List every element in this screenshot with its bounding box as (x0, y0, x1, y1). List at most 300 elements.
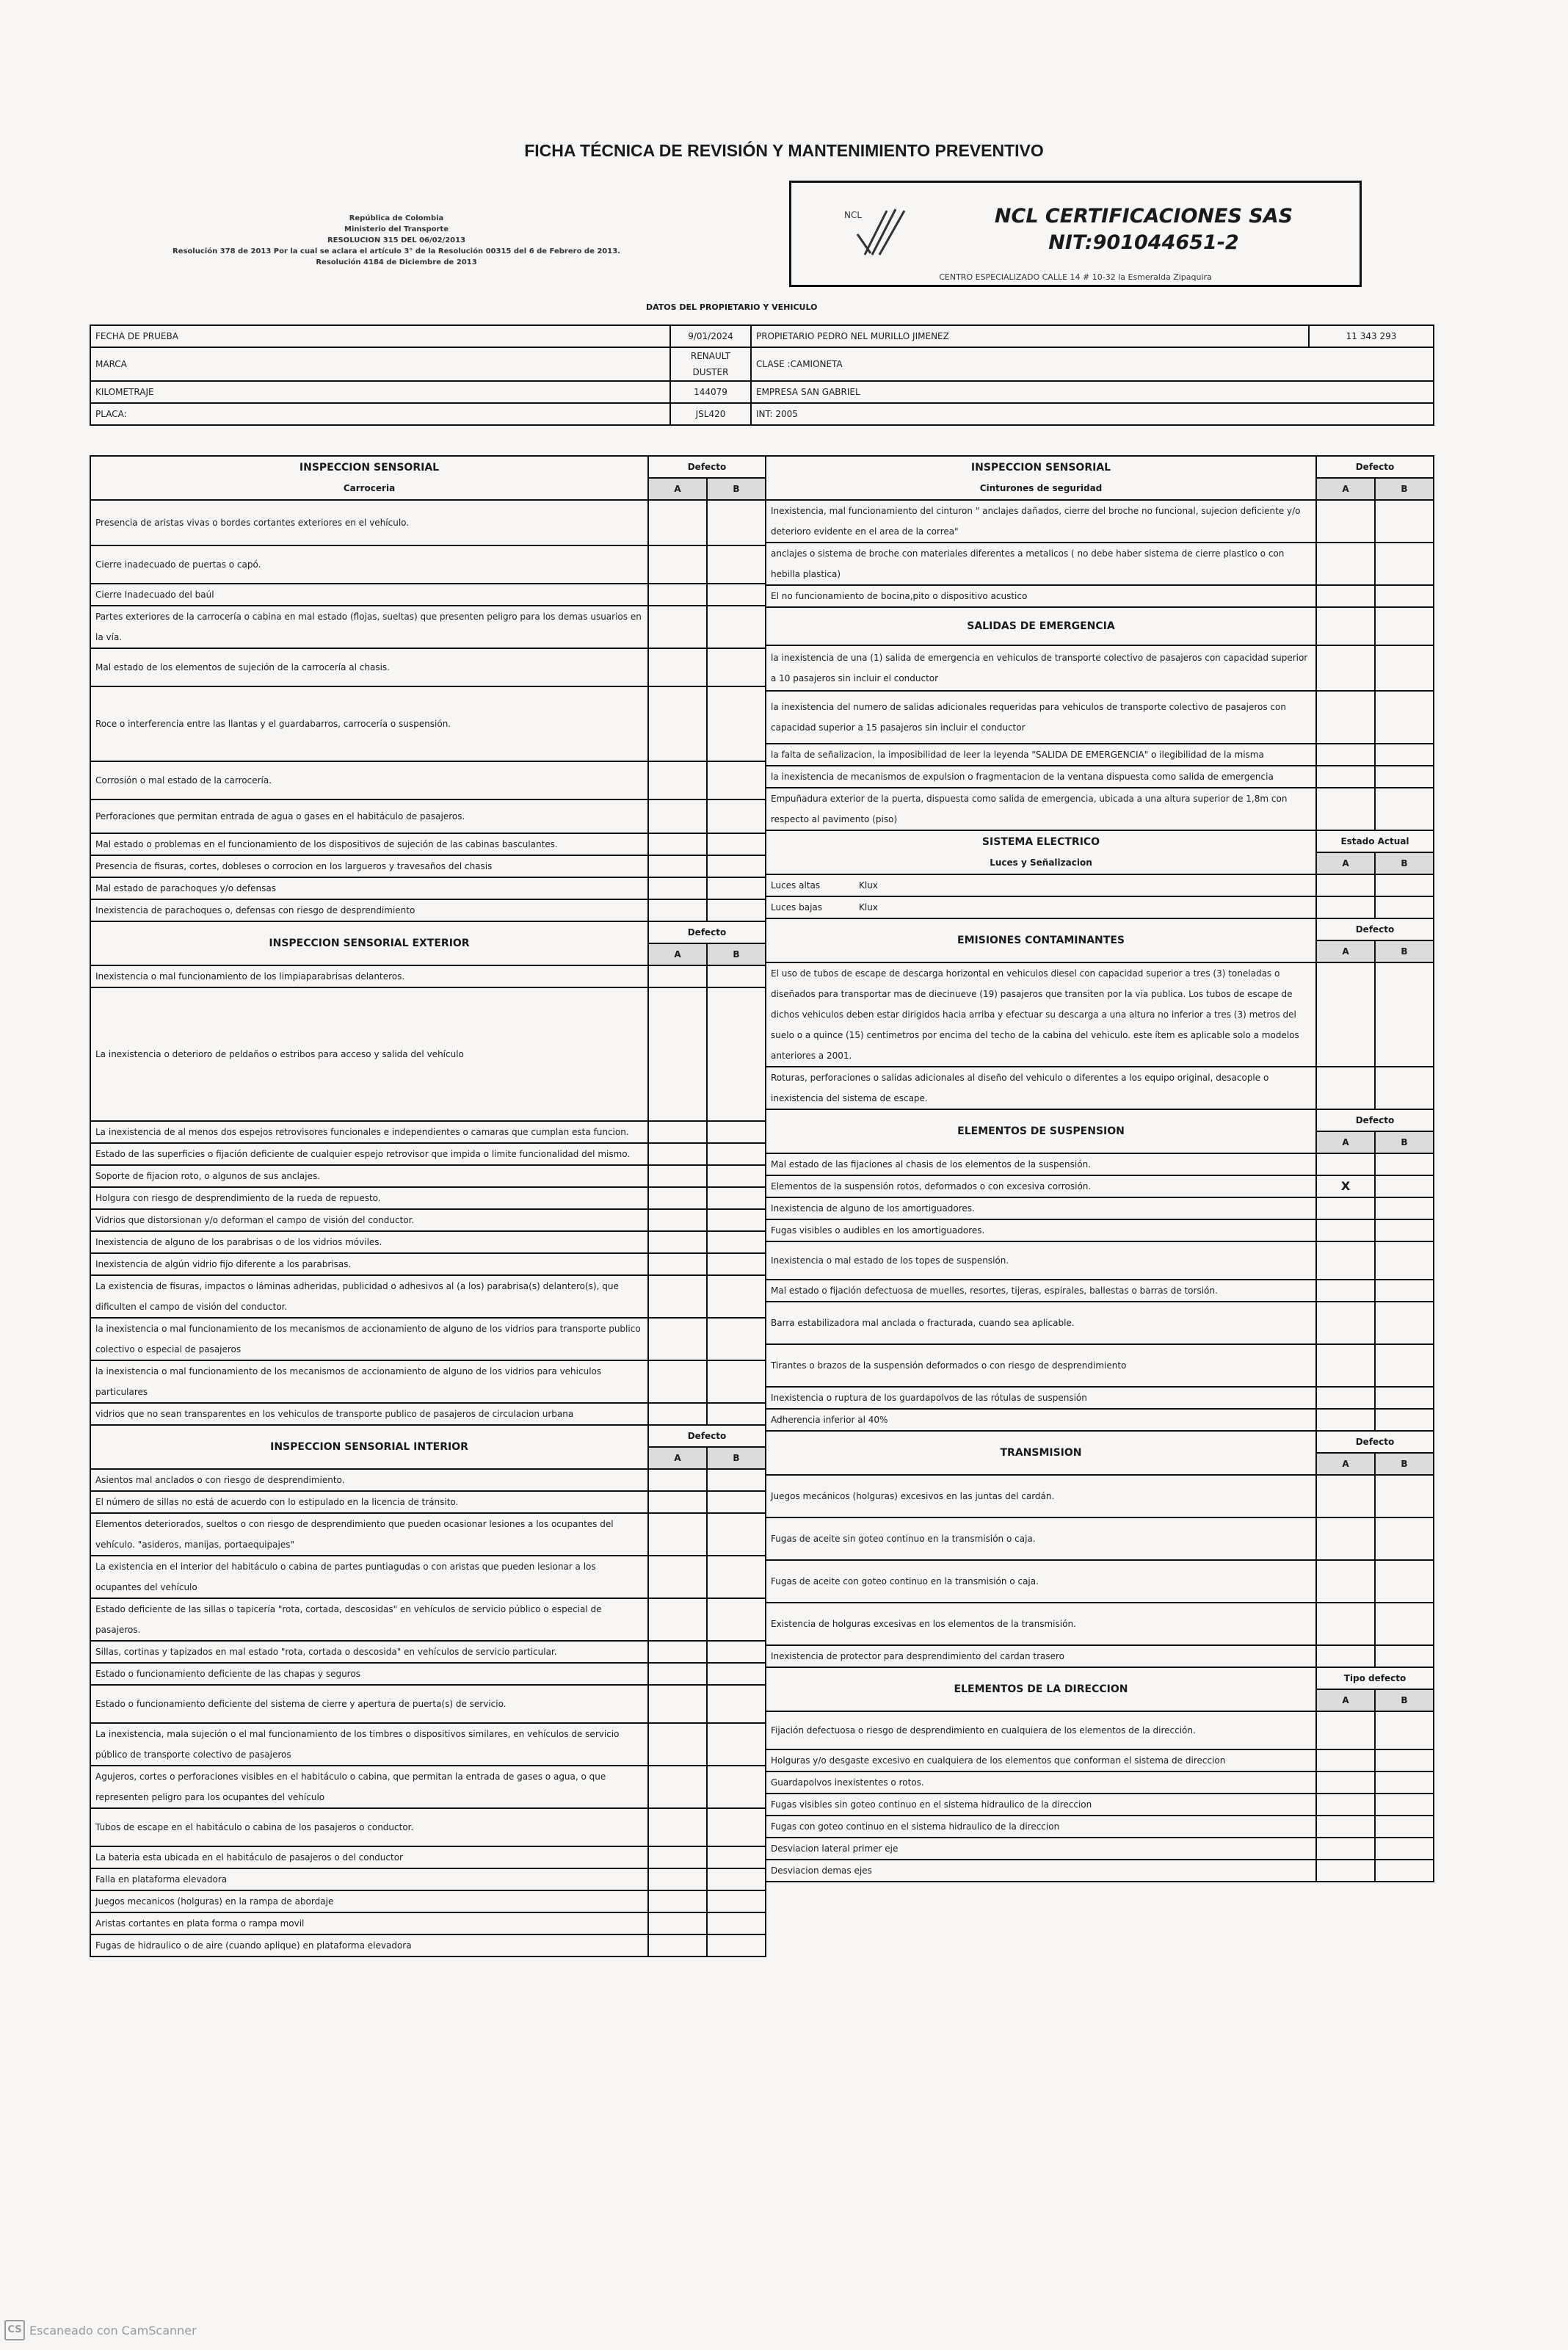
defect-b-cell[interactable] (707, 584, 766, 606)
item-text: Inexistencia o mal estado de los topes de suspensión. (766, 1241, 1316, 1280)
section-title (766, 1109, 1316, 1153)
defect-a-cell[interactable] (648, 1318, 707, 1360)
checklist-item (766, 1711, 1434, 1749)
defect-b-cell[interactable] (1375, 1153, 1434, 1175)
defect-a-cell[interactable] (648, 1868, 707, 1890)
defect-b-cell[interactable] (1375, 1838, 1434, 1860)
item-text: Desviacion demas ejes (766, 1860, 1316, 1882)
defect-a-cell[interactable] (1316, 645, 1375, 691)
defect-b-cell[interactable] (1375, 962, 1434, 1067)
defect-header: Defecto (648, 456, 766, 478)
defect-a-cell[interactable] (1316, 543, 1375, 585)
defect-a-cell[interactable] (648, 1685, 707, 1723)
checklist-item (90, 606, 766, 648)
defect-header: Defecto (648, 1425, 766, 1447)
defect-b-cell[interactable] (1375, 1197, 1434, 1219)
defect-b-cell[interactable] (707, 1556, 766, 1598)
section-title: SALIDAS DE EMERGENCIA (766, 607, 1316, 645)
blank-cell (1375, 607, 1434, 645)
defect-b-cell[interactable] (707, 877, 766, 899)
section-header (766, 918, 1434, 940)
item-text: la inexistencia del numero de salidas adicionales requeridas para vehiculos de transporte colectivo de pasajeros con capacidad superior a 15 pasajeros sin incluir el conductor (766, 691, 1316, 744)
defect-b-cell[interactable] (707, 855, 766, 877)
defect-b-cell[interactable] (707, 799, 766, 833)
defect-a-cell[interactable] (648, 965, 707, 987)
checklist-item (90, 1318, 766, 1360)
defect-a-cell[interactable] (1316, 1067, 1375, 1109)
item-text: Inexistencia de parachoques o, defensas con riesgo de desprendimiento (90, 899, 648, 921)
section-title-text: ELEMENTOS DE SUSPENSION (957, 1125, 1125, 1137)
column-b-header: B (1375, 1689, 1434, 1711)
section-title-text: INSPECCION SENSORIAL (970, 462, 1111, 474)
checklist-item (766, 1860, 1434, 1882)
defect-a-cell[interactable] (1316, 1475, 1375, 1517)
column-a-header: A (1316, 1453, 1375, 1475)
defect-b-cell[interactable] (1375, 585, 1434, 607)
defect-a-cell[interactable] (1316, 1387, 1375, 1409)
section-title (90, 456, 648, 500)
defect-b-cell[interactable] (707, 1513, 766, 1556)
item-text: Aristas cortantes en plata forma o rampa movil (90, 1912, 648, 1934)
checklist-item (766, 1241, 1434, 1280)
placa-value: JSL420 (670, 403, 751, 425)
defect-b-cell[interactable] (707, 1766, 766, 1808)
checklist-item (766, 1603, 1434, 1645)
item-text: Fugas visibles o audibles en los amortiguadores. (766, 1219, 1316, 1241)
fecha-label: FECHA DE PRUEBA (90, 325, 670, 347)
defect-b-cell[interactable] (707, 1641, 766, 1663)
defect-b-cell[interactable] (1375, 1603, 1434, 1645)
defect-a-cell[interactable] (1316, 962, 1375, 1067)
checklist-item (90, 545, 766, 584)
state-b-cell[interactable] (1375, 874, 1434, 896)
defect-a-cell[interactable] (648, 1360, 707, 1403)
item-text: La inexistencia, mala sujeción o el mal funcionamiento de los timbres o dispositivos similares, en vehículos de servicio público de transporte colectivo de pasajeros (90, 1723, 648, 1766)
checklist-item (766, 1794, 1434, 1816)
defect-b-cell[interactable] (1375, 1241, 1434, 1280)
defect-a-cell[interactable] (648, 1890, 707, 1912)
defect-a-cell[interactable] (1316, 1517, 1375, 1560)
checklist-item (90, 1641, 766, 1663)
defect-b-cell[interactable] (707, 1598, 766, 1641)
checklist-item (90, 1934, 766, 1956)
defect-a-cell[interactable] (1316, 1344, 1375, 1387)
column-b-header: B (707, 943, 766, 965)
defect-b-cell[interactable] (1375, 1771, 1434, 1794)
checklist-item (766, 1175, 1434, 1197)
gov-line-4: Resolución 378 de 2013 Por la cual se aclara el artículo 3° de la Resolución 00315 del 6 de Febrero de 2013. (173, 247, 620, 255)
defect-a-cell[interactable] (648, 1121, 707, 1143)
defect-header: Defecto (1316, 1431, 1434, 1453)
state-a-cell[interactable] (1316, 896, 1375, 918)
defect-b-cell[interactable] (1375, 1560, 1434, 1603)
defect-b-cell[interactable] (707, 1121, 766, 1143)
checklist-item (766, 1816, 1434, 1838)
checklist-item (766, 543, 1434, 585)
defect-b-cell[interactable] (707, 1912, 766, 1934)
defect-a-cell[interactable] (1316, 1280, 1375, 1302)
item-text: Sillas, cortinas y tapizados en mal estado "rota, cortada o descosida" en vehículos de servicio particular. (90, 1641, 648, 1663)
propietario: PROPIETARIO PEDRO NEL MURILLO JIMENEZ (751, 325, 1309, 347)
km-label: KILOMETRAJE (90, 381, 670, 403)
defect-a-cell[interactable] (648, 1491, 707, 1513)
right-checklist (765, 455, 1434, 1882)
checklist-item (90, 987, 766, 1121)
item-text: Soporte de fijacion roto, o algunos de sus anclajes. (90, 1165, 648, 1187)
checklist-item (90, 1360, 766, 1403)
checklist-item (766, 1409, 1434, 1431)
defect-a-cell[interactable] (648, 855, 707, 877)
defect-b-cell[interactable] (1375, 1175, 1434, 1197)
defect-b-cell[interactable] (707, 1663, 766, 1685)
defect-a-cell[interactable] (648, 1723, 707, 1766)
item-text: Tubos de escape en el habitáculo o cabina de los pasajeros o conductor. (90, 1808, 648, 1846)
defect-b-cell[interactable] (707, 1275, 766, 1318)
defect-a-cell[interactable] (1316, 1409, 1375, 1431)
defect-b-cell[interactable] (1375, 500, 1434, 543)
table-row (90, 403, 1434, 425)
company-nit: NIT:901044651-2 (1048, 231, 1239, 254)
item-text: Mal estado o problemas en el funcionamiento de los dispositivos de sujeción de las cabinas basculantes. (90, 833, 648, 855)
defect-a-cell[interactable] (1316, 744, 1375, 766)
defect-b-cell[interactable] (707, 1685, 766, 1723)
defect-b-cell[interactable] (707, 987, 766, 1121)
defect-a-cell[interactable] (1316, 1153, 1375, 1175)
right-column (765, 455, 1433, 1882)
section-title (766, 456, 1316, 500)
defect-b-cell[interactable] (707, 761, 766, 799)
camscanner-icon: CS (4, 2320, 25, 2340)
checklist-item (766, 1838, 1434, 1860)
section-header (90, 921, 766, 943)
company-name: NCL CERTIFICACIONES SAS (994, 205, 1293, 228)
checklist-item (90, 855, 766, 877)
checklist-item (766, 1749, 1434, 1771)
item-text: Fugas visibles sin goteo continuo en el sistema hidraulico de la direccion (766, 1794, 1316, 1816)
scanner-footer (4, 2320, 197, 2340)
column-a-header: A (1316, 940, 1375, 962)
defect-b-cell[interactable] (707, 1187, 766, 1209)
defect-b-cell[interactable] (707, 1846, 766, 1868)
defect-a-cell[interactable] (648, 1934, 707, 1956)
light-row (766, 896, 1434, 918)
defect-a-cell[interactable] (648, 1231, 707, 1253)
defect-b-cell[interactable] (707, 833, 766, 855)
defect-b-cell[interactable] (707, 1403, 766, 1425)
defect-b-cell[interactable] (1375, 1645, 1434, 1667)
defect-a-cell[interactable] (1316, 766, 1375, 788)
defect-b-cell[interactable] (707, 1143, 766, 1165)
defect-a-cell[interactable] (648, 606, 707, 648)
checklist-item (766, 500, 1434, 543)
marca-value: RENAULT DUSTER (670, 347, 751, 381)
section-header (90, 456, 766, 478)
defect-b-cell[interactable] (707, 1231, 766, 1253)
defect-a-cell[interactable] (1316, 585, 1375, 607)
defect-b-cell[interactable] (1375, 1749, 1434, 1771)
defect-b-cell[interactable] (1375, 1816, 1434, 1838)
defect-a-cell[interactable] (648, 1641, 707, 1663)
defect-b-cell[interactable] (707, 545, 766, 584)
item-text: vidrios que no sean transparentes en los vehiculos de transporte publico de pasajeros de circulacion urbana (90, 1403, 648, 1425)
defect-a-cell[interactable] (648, 1598, 707, 1641)
item-text: Vidrios que distorsionan y/o deforman el campo de visión del conductor. (90, 1209, 648, 1231)
checklist-item (90, 1846, 766, 1868)
column-b-header: B (707, 1447, 766, 1469)
section-title-text: EMISIONES CONTAMINANTES (957, 935, 1125, 946)
defect-a-cell[interactable] (648, 1209, 707, 1231)
defect-a-cell[interactable] (1316, 1603, 1375, 1645)
item-text: Empuñadura exterior de la puerta, dispuesta como salida de emergencia, ubicada a una altura superior de 1,8m con respecto al pavimento (piso) (766, 788, 1316, 830)
defect-b-cell[interactable] (707, 1723, 766, 1766)
item-text: anclajes o sistema de broche con materiales diferentes a metalicos ( no debe haber sistema de cierre plastico o con hebilla plastica) (766, 543, 1316, 585)
item-text: El no funcionamiento de bocina,pito o dispositivo acustico (766, 585, 1316, 607)
checklist-item (766, 585, 1434, 607)
interno: INT: 2005 (751, 403, 1434, 425)
defect-a-cell[interactable] (648, 899, 707, 921)
scanner-text: Escaneado con CamScanner (29, 2323, 197, 2338)
section-title (766, 918, 1316, 962)
item-text: La inexistencia o deterioro de peldaños o estribos para acceso y salida del vehículo (90, 987, 648, 1121)
defect-a-cell[interactable] (648, 1143, 707, 1165)
defect-a-cell[interactable] (1316, 788, 1375, 830)
section-title-text: TRANSMISION (1000, 1447, 1082, 1459)
defect-b-cell[interactable] (1375, 1409, 1434, 1431)
defect-a-cell[interactable] (1316, 1794, 1375, 1816)
column-b-header: B (1375, 1453, 1434, 1475)
item-text: Corrosión o mal estado de la carrocería. (90, 761, 648, 799)
defect-b-cell[interactable] (1375, 1067, 1434, 1109)
checklist-item (90, 1275, 766, 1318)
checklist-item (766, 1219, 1434, 1241)
defect-a-cell[interactable] (1316, 1816, 1375, 1838)
defect-a-cell[interactable] (1316, 1838, 1375, 1860)
defect-b-cell[interactable] (1375, 1387, 1434, 1409)
defect-b-cell[interactable] (1375, 1711, 1434, 1749)
defect-a-cell[interactable] (1316, 500, 1375, 543)
defect-b-cell[interactable] (707, 1808, 766, 1846)
section-title-text: ELEMENTOS DE LA DIRECCION (954, 1683, 1128, 1695)
column-a-header: A (648, 1447, 707, 1469)
defect-a-cell[interactable] (648, 761, 707, 799)
defect-a-cell[interactable] (1316, 1711, 1375, 1749)
light-row (766, 874, 1434, 896)
defect-b-cell[interactable] (707, 1165, 766, 1187)
checklist-item (766, 766, 1434, 788)
defect-a-cell[interactable] (1316, 1560, 1375, 1603)
marca-label: MARCA (90, 347, 670, 381)
defect-b-cell[interactable] (707, 1491, 766, 1513)
defect-a-cell[interactable] (648, 799, 707, 833)
checklist-item (90, 833, 766, 855)
checklist-item (766, 645, 1434, 691)
defect-b-cell[interactable] (707, 1934, 766, 1956)
defect-b-cell[interactable] (1375, 543, 1434, 585)
defect-a-cell[interactable] (648, 1253, 707, 1275)
section-title (766, 1667, 1316, 1711)
defect-a-cell[interactable] (1316, 1302, 1375, 1344)
checklist-item (766, 1344, 1434, 1387)
defect-a-cell[interactable] (1316, 1749, 1375, 1771)
defect-b-cell[interactable] (707, 965, 766, 987)
defect-a-cell[interactable] (648, 1912, 707, 1934)
defect-b-cell[interactable] (1375, 788, 1434, 830)
defect-header: Defecto (1316, 456, 1434, 478)
defect-a-cell[interactable] (1316, 1645, 1375, 1667)
item-text: Mal estado o fijación defectuosa de muelles, resortes, tijeras, espirales, ballestas o barras de torsión. (766, 1280, 1316, 1302)
government-header (139, 213, 653, 268)
defect-a-cell[interactable] (648, 1556, 707, 1598)
defect-b-cell[interactable] (1375, 645, 1434, 691)
defect-a-cell[interactable] (648, 1165, 707, 1187)
defect-header: Defecto (648, 921, 766, 943)
defect-b-cell[interactable] (1375, 1344, 1434, 1387)
defect-b-cell[interactable] (707, 1360, 766, 1403)
company-header-box (789, 181, 1362, 287)
checklist-item (90, 1663, 766, 1685)
column-a-header: A (1316, 1131, 1375, 1153)
defect-b-cell[interactable] (707, 606, 766, 648)
defect-a-cell[interactable]: X (1316, 1175, 1375, 1197)
item-text: Falla en plataforma elevadora (90, 1868, 648, 1890)
defect-b-cell[interactable] (1375, 1860, 1434, 1882)
defect-a-cell[interactable] (648, 877, 707, 899)
defect-a-cell[interactable] (1316, 1241, 1375, 1280)
defect-a-cell[interactable] (1316, 1771, 1375, 1794)
defect-a-cell[interactable] (1316, 1219, 1375, 1241)
item-text: La bateria esta ubicada en el habitáculo de pasajeros o del conductor (90, 1846, 648, 1868)
checklist-item (766, 1387, 1434, 1409)
defect-b-cell[interactable] (1375, 1302, 1434, 1344)
defect-a-cell[interactable] (1316, 1860, 1375, 1882)
item-text: Holguras y/o desgaste excesivo en cualquiera de los elementos que conforman el sistema de direccion (766, 1749, 1316, 1771)
checklist-item (90, 1685, 766, 1723)
item-text: Inexistencia de alguno de los parabrisas o de los vidrios móviles. (90, 1231, 648, 1253)
defect-b-cell[interactable] (707, 1253, 766, 1275)
defect-header: Estado Actual (1316, 830, 1434, 852)
defect-a-cell[interactable] (648, 1766, 707, 1808)
checklist-item (90, 1890, 766, 1912)
defect-a-cell[interactable] (648, 686, 707, 761)
defect-a-cell[interactable] (1316, 1197, 1375, 1219)
item-text: El número de sillas no está de acuerdo con lo estipulado en la licencia de tránsito. (90, 1491, 648, 1513)
item-text: Asientos mal anclados o con riesgo de desprendimiento. (90, 1469, 648, 1491)
item-text: Partes exteriores de la carrocería o cabina en mal estado (flojas, sueltas) que presenten peligro para los demas usuarios en la vía. (90, 606, 648, 648)
item-text: Existencia de holguras excesivas en los elementos de la transmisión. (766, 1603, 1316, 1645)
defect-b-cell[interactable] (707, 1469, 766, 1491)
checklist-item (90, 1143, 766, 1165)
section-subtitle: Cinturones de seguridad (979, 483, 1103, 493)
defect-a-cell[interactable] (648, 987, 707, 1121)
defect-a-cell[interactable] (648, 545, 707, 584)
item-text: Guardapolvos inexistentes o rotos. (766, 1771, 1316, 1794)
item-text: Presencia de fisuras, cortes, dobleses o corrocion en los largueros y travesaños del chasis (90, 855, 648, 877)
blank-cell (1316, 607, 1375, 645)
defect-b-cell[interactable] (707, 1318, 766, 1360)
column-b-header: B (1375, 478, 1434, 500)
defect-b-cell[interactable] (707, 899, 766, 921)
column-b-header: B (1375, 1131, 1434, 1153)
checklist-item (90, 761, 766, 799)
state-a-cell[interactable] (1316, 874, 1375, 896)
defect-a-cell[interactable] (648, 1808, 707, 1846)
defect-a-cell[interactable] (648, 1469, 707, 1491)
defect-a-cell[interactable] (648, 1846, 707, 1868)
light-cell (766, 874, 1316, 896)
checklist-item (90, 584, 766, 606)
defect-a-cell[interactable] (648, 1663, 707, 1685)
checklist-item (90, 1403, 766, 1425)
column-b-header: B (707, 478, 766, 500)
item-text: Inexistencia o mal funcionamiento de los limpiaparabrisas delanteros. (90, 965, 648, 987)
column-a-header: A (1316, 478, 1375, 500)
defect-b-cell[interactable] (1375, 1475, 1434, 1517)
item-text: Juegos mecánicos (holguras) excesivos en las juntas del cardán. (766, 1475, 1316, 1517)
defect-b-cell[interactable] (707, 648, 766, 686)
table-row (90, 347, 1434, 381)
item-text: Barra estabilizadora mal anclada o fracturada, cuando sea aplicable. (766, 1302, 1316, 1344)
item-text: Inexistencia o ruptura de los guardapolvos de las rótulas de suspensión (766, 1387, 1316, 1409)
defect-a-cell[interactable] (648, 648, 707, 686)
section-title (766, 1431, 1316, 1475)
defect-b-cell[interactable] (1375, 1219, 1434, 1241)
defect-a-cell[interactable] (648, 1403, 707, 1425)
defect-a-cell[interactable] (648, 584, 707, 606)
defect-a-cell[interactable] (648, 500, 707, 545)
defect-b-cell[interactable] (707, 1868, 766, 1890)
section-subtitle: Carroceria (343, 483, 396, 493)
item-text: Cierre inadecuado de puertas o capó. (90, 545, 648, 584)
section-header (766, 456, 1434, 478)
item-text: Roce o interferencia entre las llantas y el guardabarros, carrocería o suspensión. (90, 686, 648, 761)
item-text: Fugas de hidraulico o de aire (cuando aplique) en plataforma elevadora (90, 1934, 648, 1956)
item-text: la falta de señalizacion, la imposibilidad de leer la leyenda "SALIDA DE EMERGENCIA" o ilegibilidad de la misma (766, 744, 1316, 766)
item-text: Juegos mecanicos (holguras) en la rampa de abordaje (90, 1890, 648, 1912)
defect-b-cell[interactable] (1375, 744, 1434, 766)
defect-b-cell[interactable] (707, 1890, 766, 1912)
defect-a-cell[interactable] (648, 1513, 707, 1556)
defect-a-cell[interactable] (1316, 691, 1375, 744)
checklist-item (766, 691, 1434, 744)
table-row (90, 381, 1434, 403)
item-text: Tirantes o brazos de la suspensión deformados o con riesgo de desprendimiento (766, 1344, 1316, 1387)
item-text: Fugas de aceite con goteo continuo en la transmisión o caja. (766, 1560, 1316, 1603)
column-a-header: A (1316, 1689, 1375, 1711)
state-b-cell[interactable] (1375, 896, 1434, 918)
defect-a-cell[interactable] (648, 1187, 707, 1209)
defect-a-cell[interactable] (648, 1275, 707, 1318)
defect-b-cell[interactable] (707, 686, 766, 761)
placa-label: PLACA: (90, 403, 670, 425)
column-a-header: A (1316, 852, 1375, 874)
defect-b-cell[interactable] (1375, 1517, 1434, 1560)
item-text: Cierre Inadecuado del baúl (90, 584, 648, 606)
defect-a-cell[interactable] (648, 833, 707, 855)
defect-b-cell[interactable] (707, 500, 766, 545)
checklist-item (766, 1475, 1434, 1517)
checklist-item (90, 965, 766, 987)
section-subtitle: Luces y Señalizacion (990, 857, 1092, 868)
defect-b-cell[interactable] (1375, 1280, 1434, 1302)
checklist-item (90, 799, 766, 833)
defect-b-cell[interactable] (707, 1209, 766, 1231)
column-a-header: A (648, 943, 707, 965)
checklist-item (90, 1766, 766, 1808)
defect-b-cell[interactable] (1375, 766, 1434, 788)
gov-line-5: Resolución 4184 de Diciembre de 2013 (316, 258, 477, 266)
defect-b-cell[interactable] (1375, 1794, 1434, 1816)
defect-b-cell[interactable] (1375, 691, 1434, 744)
